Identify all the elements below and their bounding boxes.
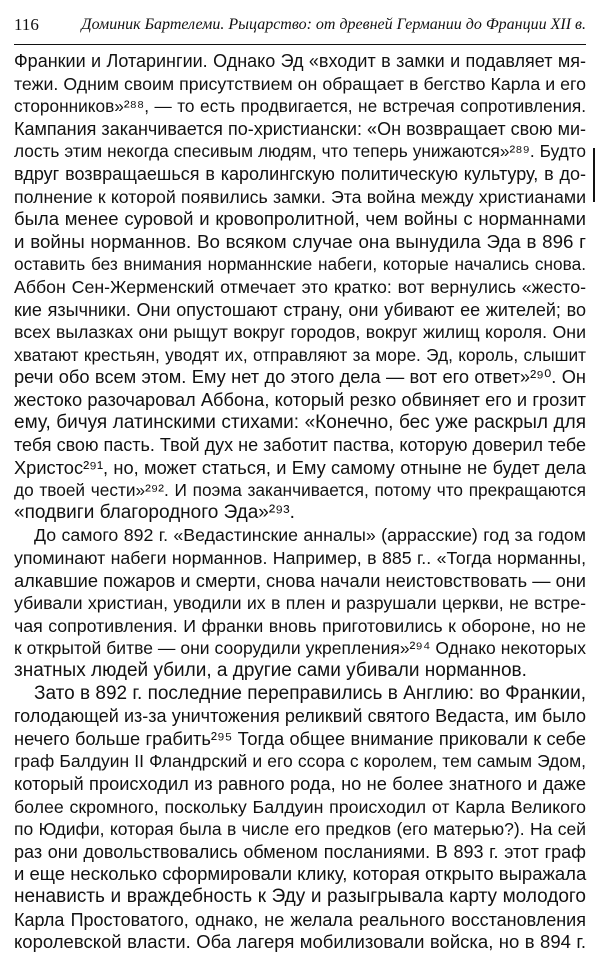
text-line: который происходил из равного рода, но не более знатного и даже — [14, 773, 586, 794]
text-line: Зато в 892 г. последние переправились в Англию: во Франкии, — [34, 682, 586, 704]
text-line: сторонников»²⁸⁸, — то есть продвигается, не встречая сопротивления. — [14, 96, 586, 117]
text-line: ему, бичуя латинскими стихами: «Конечно, бес уже раскрыл для — [14, 411, 586, 433]
text-line: хватают крестьян, уводят их, отправляют за море. Эд, король, слышит — [14, 344, 586, 365]
text-line: по Юдифи, которая была в числе его предков (его матерью?). На сей — [14, 819, 586, 840]
text-line: граф Балдуин II Фландрский и его ссора с королем, тем самым Эдом, — [14, 751, 586, 772]
text-line: кие язычники. Они опустошают страну, они убивают ее жителей; во — [14, 299, 586, 320]
text-line: раз они довольствовались обменом посланиями. В 893 г. этот граф — [14, 841, 586, 862]
text-line: вдруг возвращаешься в каролингскую политическую культуру, в до- — [14, 163, 586, 184]
text-line: речи обо всем этом. Ему нет до этого дела — вот его ответ»²⁹⁰. Он — [14, 366, 586, 388]
header-rule — [14, 44, 586, 45]
text-line: убивали христиан, уводили их в плен и разрушали церкви, не встре- — [14, 593, 586, 614]
text-line: Франкии и Лотарингии. Однако Эд «входит в замки и подавляет мя- — [14, 51, 586, 71]
paragraph-2 — [14, 524, 586, 682]
text-line: Христос²⁹¹, но, может статься, и Ему самому отныне не будет дела — [14, 456, 586, 478]
text-line: более скромного, поскольку Балдуин происходил от Карла Великого — [14, 796, 586, 817]
text-line: полнение к которой появились замки. Эта война между христианами — [14, 186, 586, 207]
text-line: Кампания заканчивается по-христиански: «Он возвращает свою ми- — [14, 118, 586, 139]
text-line: оставить без внимания норманнские набеги, которые начались снова. — [14, 254, 586, 275]
running-title: Доминик Бартелеми. Рыцарство: от древней Германии до Франции XII в. — [81, 16, 586, 33]
paragraph-3 — [14, 683, 586, 954]
text-line: королевской власти. Оба лагеря мобилизовали войска, но в 894 г. — [14, 931, 586, 953]
text-line: алкавшие пожаров и смерти, снова начали неистовствовать — они — [14, 569, 586, 591]
text-line: жестоко разочаровал Аббона, который резко обвиняет его и грозит — [14, 388, 586, 410]
text-line: тежи. Одним своим присутствием он обращает в бегство Карла и его — [14, 73, 586, 94]
text-line: чая сопротивления. И франки вновь приготовились к обороне, но не — [14, 615, 586, 636]
text-line: упоминают набеги норманнов. Например, в 885 г.. «Тогда норманны, — [14, 548, 586, 569]
text-line: всех вылазках они рыщут вокруг городов, вокруг жилищ короля. Они — [14, 322, 586, 343]
text-line: Карла Простоватого, однако, не желала реального восстановления — [14, 909, 586, 930]
text-line: была менее суровой и кровопролитной, чем войны с норманнами — [14, 208, 586, 230]
text-line: знатных людей убили, а другие сами убивали норманнов. — [14, 660, 527, 682]
text-line: и войны норманнов. Во всяком случае она вынудила Эда в 896 г — [14, 230, 586, 252]
text-line: к открытой битве — они соорудили укрепления»²⁹⁴ Однако некоторых — [14, 638, 586, 659]
text-line: лость этим некогда спесивым людям, что теперь унижаются»²⁸⁹. Будто — [14, 141, 586, 162]
paragraph-1 — [14, 50, 586, 524]
margin-mark — [593, 148, 595, 202]
text-line: нечего больше грабить²⁹⁵ Тогда общее внимание приковали к себе — [14, 727, 586, 749]
text-line: ненависть и враждебность к Эду и разыгрывала карту молодого — [14, 885, 586, 907]
text-line: голодающей из-за уничтожения реликвий святого Ведаста, им было — [14, 706, 586, 727]
text-line: До самого 892 г. «Ведастинские анналы» (аррасские) год за годом — [34, 525, 586, 546]
body-text — [14, 50, 586, 954]
text-line: и еще несколько сформировали клику, которая открыто выражала — [14, 863, 587, 885]
text-line: до твоей чести»²⁹². И поэма заканчивается, потому что прекращаются — [14, 480, 586, 501]
running-header — [14, 14, 586, 40]
page-number: 116 — [14, 15, 39, 34]
text-line: Аббон Сен-Жерменский отмечает это кратко: вот вернулись «жесто- — [14, 276, 586, 297]
text-line: «подвиги благородного Эда»²⁹³. — [14, 501, 295, 523]
text-line: тебя свою пасть. Твой дух не заботит паства, которую доверил тебе — [14, 435, 586, 456]
